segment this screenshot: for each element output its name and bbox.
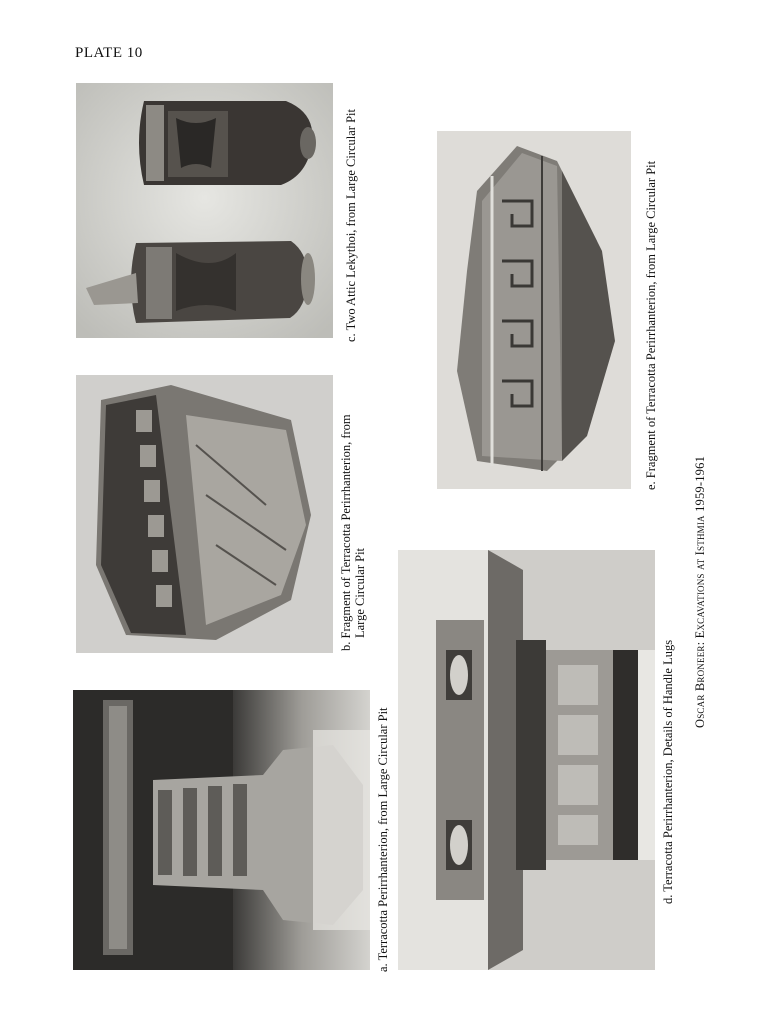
plate-title: PLATE 10 [75,45,143,61]
photo-handle-lugs-d [398,550,655,970]
photo-fragment-e [437,131,631,489]
caption-d: d. Terracotta Perirrhanterion, Details of Handle Lugs [661,639,675,904]
caption-e: e. Fragment of Terracotta Perirrhanterion, from Large Circular Pit [644,160,658,490]
photo-perirrhanterion-a [73,690,370,970]
credit-separator: : [693,638,707,646]
caption-b-line2: Large Circular Pit [353,547,367,638]
caption-b-line1: b. Fragment of Terracotta Perirrhanterion, from [339,414,353,651]
photo-lekythoi [76,83,333,338]
credit-line [693,456,708,728]
caption-b [339,414,367,651]
photo-fragment-b [76,375,333,653]
credit-author: Oscar Broneer [693,645,707,728]
credit-title: Excavations at Isthmia 1959-1961 [693,455,707,639]
caption-c: c. Two Attic Lekythoi, from Large Circular Pit [344,109,358,342]
caption-a: a. Terracotta Perirrhanterion, from Large Circular Pit [376,707,390,972]
